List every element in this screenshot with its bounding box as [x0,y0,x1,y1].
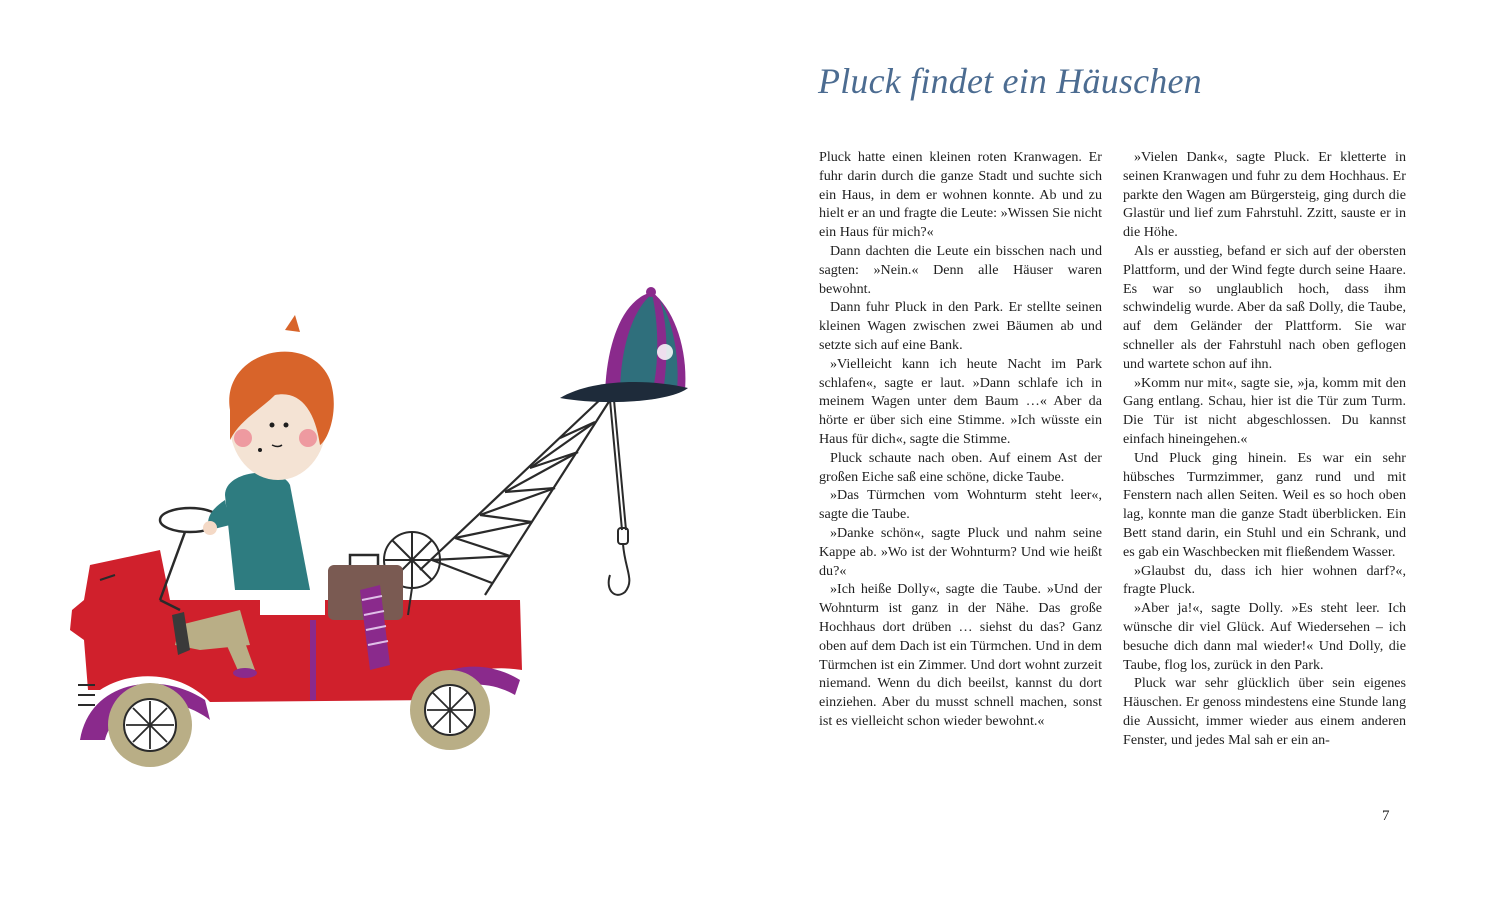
paragraph: »Glaubst du, dass ich hier wohnen darf?«, fragte Pluck. [1123,562,1406,598]
rear-wheel [410,670,490,750]
crane-hook [609,400,630,595]
illustration-canvas [60,270,700,790]
paragraph: »Das Türmchen vom Wohnturm steht leer«, sagte die Taube. [819,487,1102,523]
crane-boom [420,395,610,595]
paragraph: »Vielen Dank«, sagte Pluck. Er kletterte in seinen Kranwagen und fuhr zu dem Hochhaus. Er parkte den Wagen am Bürgersteig, ging durch die Glastür und lief zum Fahrstuhl. Zzitt, sauste er in die Höhe. [1123,149,1406,241]
paragraph: »Ich heiße Dolly«, sagte die Taube. »Und der Wohnturm ist ganz in der Nähe. Das große Hochhaus dort drüben … siehst du das? Ganz oben auf dem Dach ist ein Türmchen. Und in dem Türmchen ist ein Zimmer. Und dort wohnt zurzeit niemand. Wenn du dich beeilst, kannst du dort einziehen. Aber du musst schnell machen, sonst ist es vielleicht schon wieder bewohnt.« [819,581,1102,729]
crane-truck-illustration [60,270,700,790]
front-wheel [108,683,192,767]
paragraph: »Aber ja!«, sagte Dolly. »Es steht leer. Ich wünsche dir viel Glück. Auf Wiedersehen – ich besuche dich dann mal wieder!« Und Dolly, die Taube, flog los, zurück in den Park. [1123,600,1406,673]
paragraph: Pluck hatte einen kleinen roten Kranwagen. Er fuhr darin durch die ganze Stadt und suchte sich ein Haus, in dem er wohnen konnte. Ab und zu hielt er an und fragte die Leute: »Wissen Sie nicht ein Haus für mich?« [819,149,1102,241]
paragraph: Pluck schaute nach oben. Auf einem Ast der großen Eiche saß eine schöne, dicke Taube. [819,449,1102,485]
paragraph: »Komm nur mit«, sagte sie, »ja, komm mit den Gang entlang. Schau, hier ist die Tür zum Turm. Die Tür ist nicht abgeschlossen. Du kannst einfach hineingehen.« [1123,374,1406,447]
text-column-right [1123,148,1406,750]
paragraph: Als er ausstieg, befand er sich auf der obersten Plattform, und der Wind fegte durch seine Haare. Es war so unglaublich hoch, dass ihm schwindelig wurde. Aber da saß Dolly, die Taube, auf dem Geländer der Plattform. Sie war schneller als der Fahrstuhl nach oben geflogen und wartete schon auf ihn. [1123,242,1406,372]
paragraph: Dann fuhr Pluck in den Park. Er stellte seinen kleinen Wagen zwischen zwei Bäumen ab und setzte sich auf eine Bank. [819,299,1102,353]
chapter-title: Pluck findet ein Häuschen [818,61,1202,101]
paragraph: »Vielleicht kann ich heute Nacht im Park schlafen«, sagte er laut. »Dann schlafe ich in meinem Wagen unter dem Baum …« Aber da hörte er über sich eine Stimme. »Ich wüsste ein Haus für dich«, sagte die Stimme. [819,355,1102,447]
paragraph: Dann dachten die Leute ein bisschen nach und sagten: »Nein.« Denn alle Häuser waren bewohnt. [819,242,1102,297]
paragraph: Und Pluck ging hinein. Es war ein sehr hübsches Turmzimmer, ganz rund und mit Fenstern nach allen Seiten. Weil es so hoch oben lag, konnte man die ganze Stadt überblicken. Ein Bett stand darin, ein Stuhl und ein Schrank, und es gab ein Waschbecken mit fließendem Wasser. [1123,449,1406,560]
paragraph: »Danke schön«, sagte Pluck und nahm seine Kappe ab. »Wo ist der Wohnturm? Und wie heißt du?« [819,524,1102,579]
text-column-left [819,148,1102,731]
striped-cap [560,287,688,402]
page-number: 7 [1382,808,1390,824]
paragraph: Pluck war sehr glücklich über sein eigenes Häuschen. Er genoss mindestens eine Stunde lang die Aussicht, immer wieder aus einem anderen Fenster, und jedes Mal sah er ein an- [1123,675,1406,748]
